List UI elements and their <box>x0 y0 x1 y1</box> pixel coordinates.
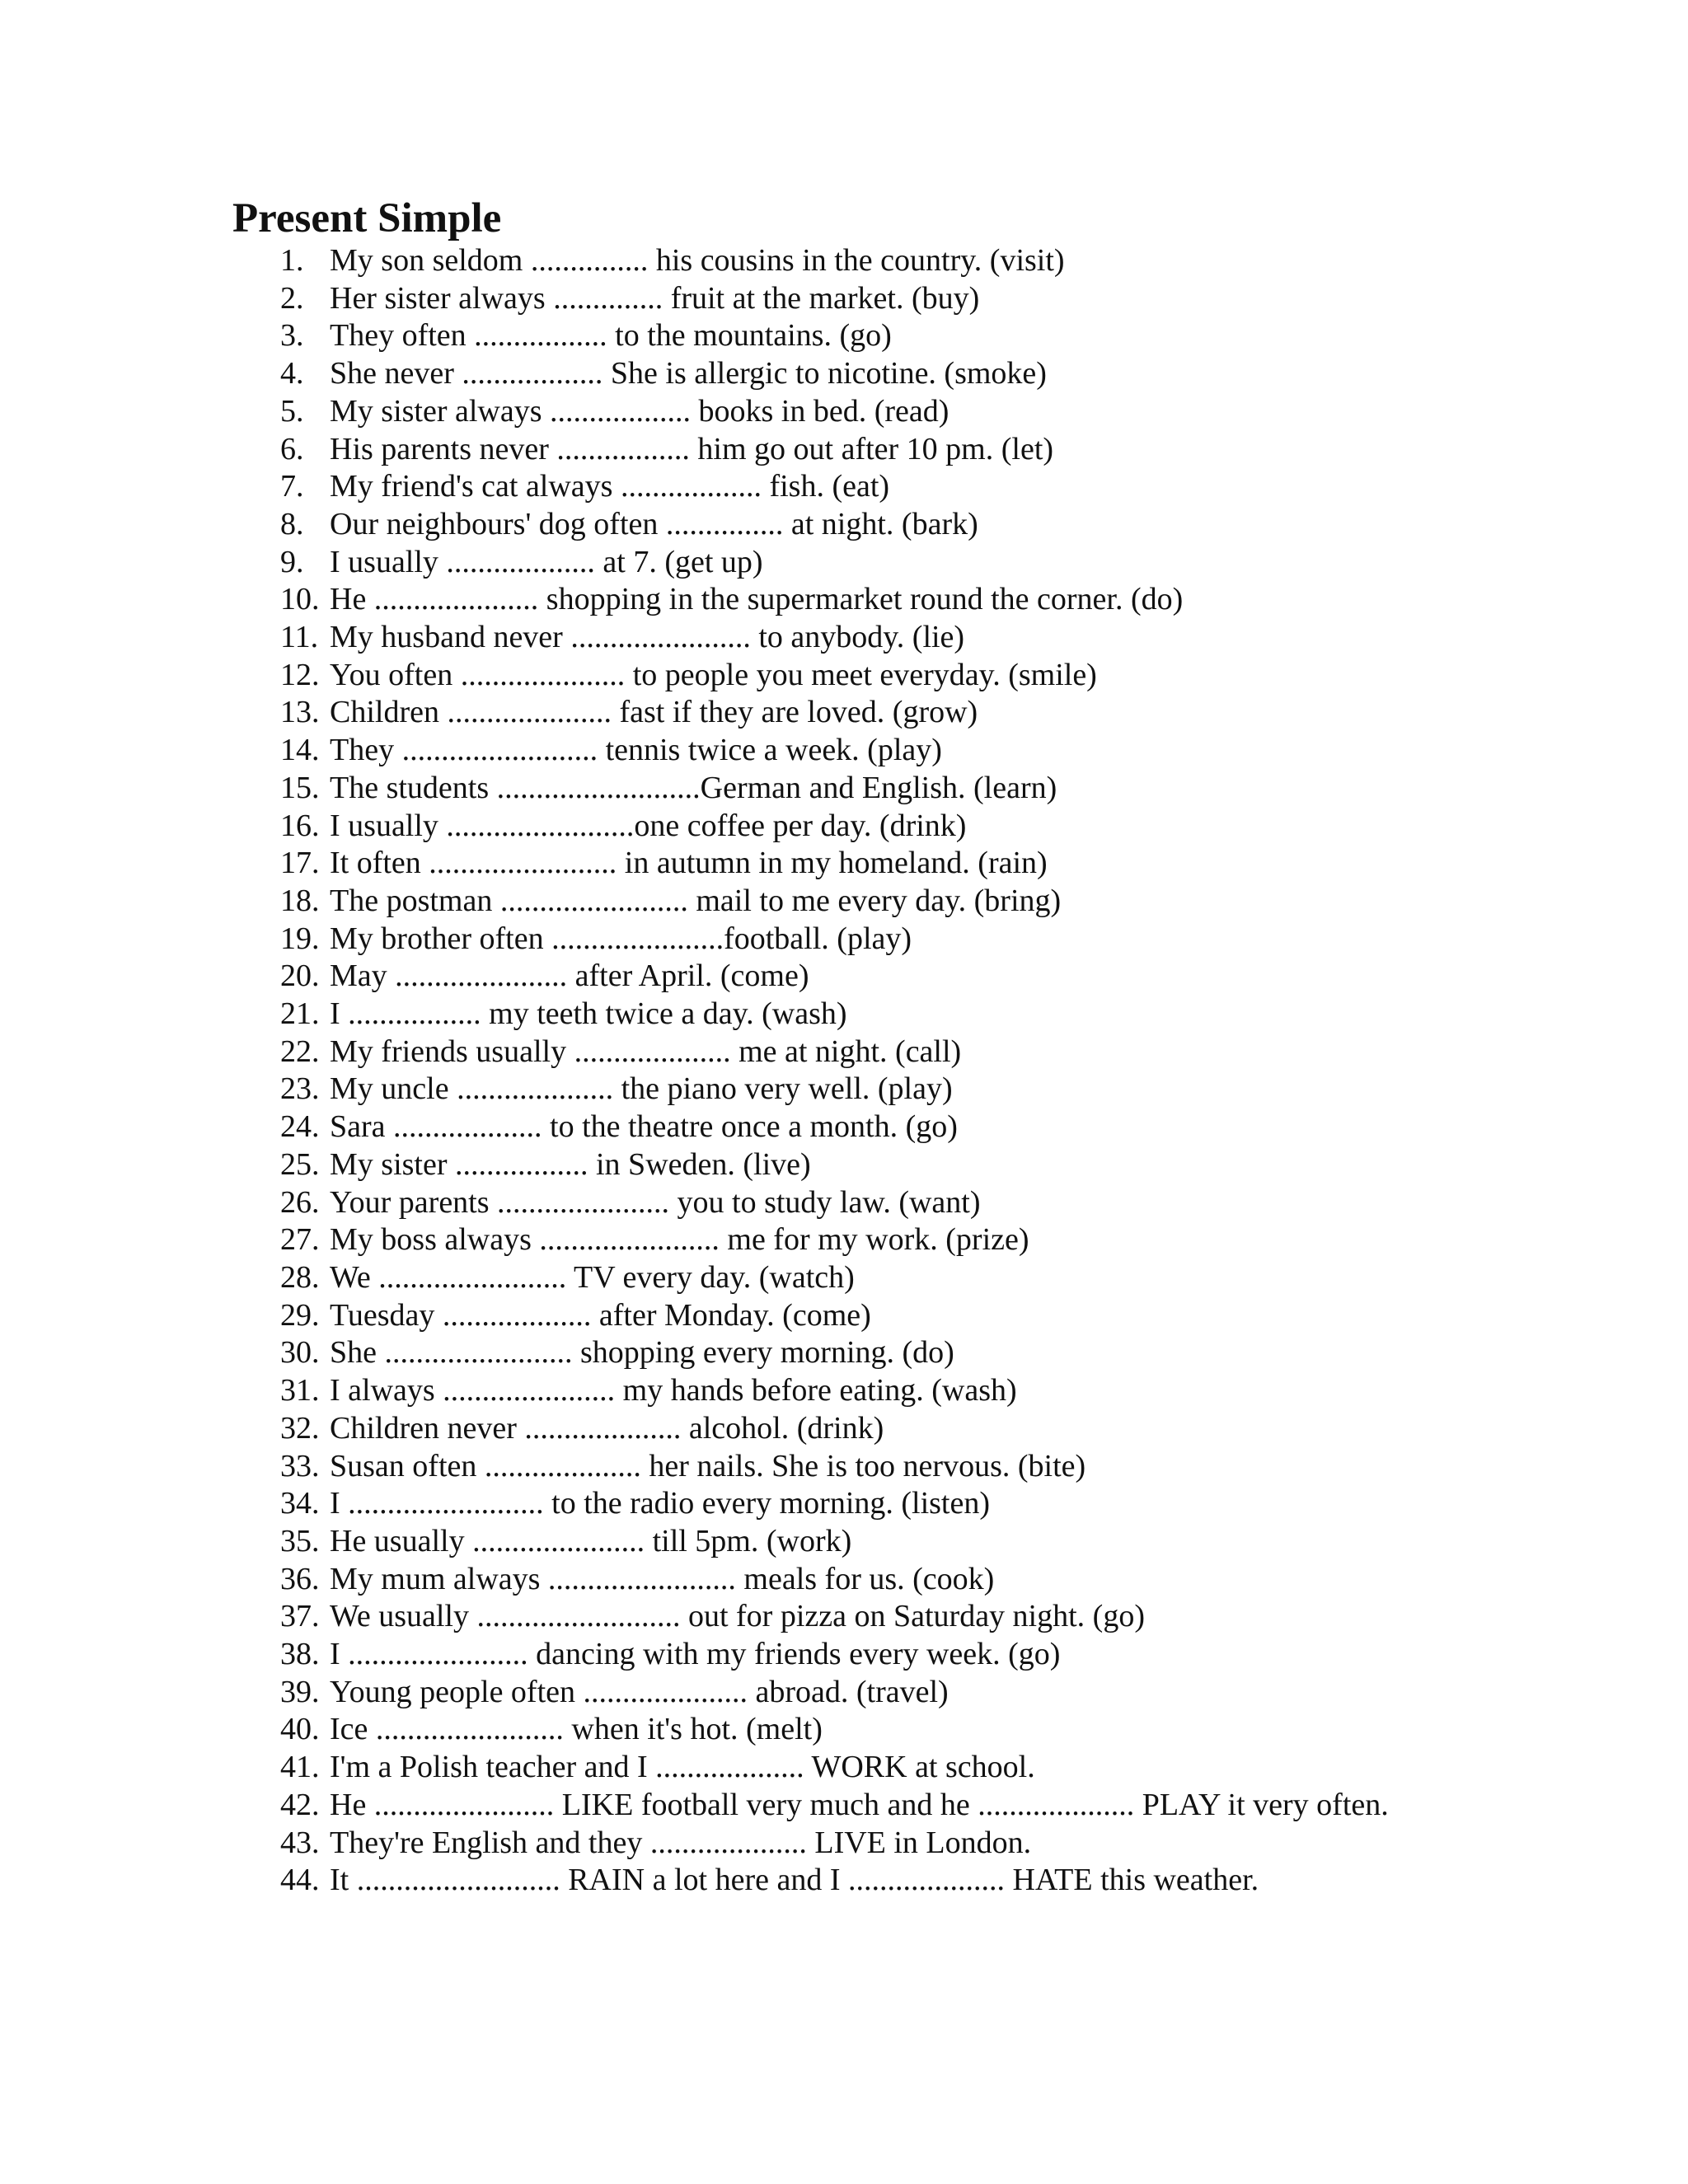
exercise-number: 39. <box>280 1674 320 1709</box>
page-title: Present Simple <box>232 195 502 241</box>
exercise-number: 10. <box>280 582 320 617</box>
exercise-item <box>280 1749 1451 1787</box>
exercise-item <box>280 1221 1451 1259</box>
exercise-item <box>280 1485 1451 1523</box>
exercise-number: 30. <box>280 1335 320 1371</box>
exercise-item <box>280 657 1451 695</box>
exercise-item <box>280 1448 1451 1486</box>
exercise-item <box>280 1862 1451 1900</box>
exercise-number: 37. <box>280 1599 320 1634</box>
exercise-item <box>280 1334 1451 1372</box>
exercise-number: 28. <box>280 1259 320 1295</box>
exercise-item <box>280 280 1451 318</box>
exercise-sentence: I usually ................... at 7. (get up) <box>330 544 763 579</box>
exercise-sentence: Your parents ...................... you to study law. (want) <box>330 1184 981 1220</box>
exercise-item <box>280 1825 1451 1863</box>
exercise-number: 36. <box>280 1561 320 1596</box>
exercise-number: 15. <box>280 770 320 805</box>
exercise-item <box>280 1523 1451 1561</box>
exercise-sentence: The postman ........................ mail to me every day. (bring) <box>330 883 1062 918</box>
exercise-number: 2. <box>280 280 304 316</box>
exercise-number: 41. <box>280 1750 320 1785</box>
exercise-sentence: My friends usually .................... me at night. (call) <box>330 1033 962 1069</box>
exercise-number: 27. <box>280 1222 320 1258</box>
exercise-number: 32. <box>280 1410 320 1446</box>
exercise-sentence: Tuesday ................... after Monday. (come) <box>330 1297 871 1333</box>
exercise-sentence: Children ..................... fast if they are loved. (grow) <box>330 695 978 730</box>
exercise-item <box>280 1598 1451 1636</box>
exercise-number: 26. <box>280 1184 320 1220</box>
exercise-sentence: They often ................. to the mountains. (go) <box>330 318 892 354</box>
exercise-number: 20. <box>280 958 320 994</box>
exercise-number: 18. <box>280 883 320 918</box>
exercise-sentence: They ......................... tennis twice a week. (play) <box>330 733 942 768</box>
exercise-sentence: His parents never ................. him go out after 10 pm. (let) <box>330 431 1054 466</box>
exercise-sentence: May ...................... after April. (come) <box>330 958 809 994</box>
exercise-sentence: We ........................ TV every day. (watch) <box>330 1259 855 1295</box>
exercise-item <box>280 544 1451 582</box>
exercise-sentence: I ................. my teeth twice a day. (wash) <box>330 996 847 1032</box>
exercise-sentence: Our neighbours' dog often ............... at night. (bark) <box>330 506 978 541</box>
exercise-sentence: I ......................... to the radio every morning. (listen) <box>330 1486 991 1521</box>
exercise-sentence: My mum always ........................ meals for us. (cook) <box>330 1561 995 1596</box>
exercise-number: 24. <box>280 1109 320 1145</box>
exercise-item <box>280 1297 1451 1335</box>
exercise-item <box>280 808 1451 846</box>
exercise-number: 31. <box>280 1373 320 1408</box>
exercise-sentence: Sara ................... to the theatre once a month. (go) <box>330 1109 958 1145</box>
exercise-number: 29. <box>280 1297 320 1333</box>
exercise-item <box>280 921 1451 958</box>
exercise-sentence: I'm a Polish teacher and I ................... WORK at school. <box>330 1750 1035 1785</box>
exercise-sentence: Children never .................... alcohol. (drink) <box>330 1410 884 1446</box>
exercise-number: 19. <box>280 921 320 956</box>
exercise-item <box>280 355 1451 393</box>
exercise-number: 34. <box>280 1486 320 1521</box>
exercise-number: 7. <box>280 469 304 504</box>
exercise-item <box>280 1259 1451 1297</box>
exercise-number: 13. <box>280 695 320 730</box>
exercise-sentence: She ........................ shopping every morning. (do) <box>330 1335 954 1371</box>
exercise-number: 4. <box>280 356 304 391</box>
exercise-number: 22. <box>280 1033 320 1069</box>
exercise-number: 5. <box>280 393 304 429</box>
exercise-item <box>280 506 1451 544</box>
exercise-sentence: I always ...................... my hands before eating. (wash) <box>330 1373 1017 1408</box>
exercise-sentence: He usually ...................... till 5pm. (work) <box>330 1523 852 1558</box>
exercise-sentence: My sister always .................. books in bed. (read) <box>330 393 950 429</box>
exercise-number: 9. <box>280 544 304 579</box>
exercise-item <box>280 317 1451 355</box>
exercise-item <box>280 1184 1451 1222</box>
exercise-item <box>280 431 1451 469</box>
exercise-sentence: My husband never ....................... to anybody. (lie) <box>330 620 965 655</box>
exercise-number: 38. <box>280 1637 320 1672</box>
exercise-item <box>280 1787 1451 1825</box>
exercise-sentence: She never .................. She is allergic to nicotine. (smoke) <box>330 356 1047 391</box>
exercise-item <box>280 1146 1451 1184</box>
exercise-sentence: I usually ........................one coffee per day. (drink) <box>330 808 967 843</box>
exercise-sentence: The students ..........................German and English. (learn) <box>330 770 1057 805</box>
exercise-item <box>280 958 1451 996</box>
exercise-sentence: He ..................... shopping in the supermarket round the corner. (do) <box>330 582 1184 617</box>
exercise-item <box>280 619 1451 657</box>
exercise-number: 11. <box>280 620 319 655</box>
exercise-item <box>280 1636 1451 1674</box>
exercise-number: 33. <box>280 1448 320 1483</box>
exercise-number: 44. <box>280 1863 320 1898</box>
exercise-number: 6. <box>280 431 304 466</box>
exercise-sentence: He ....................... LIKE football very much and he .................... PLAY it very often. <box>330 1787 1389 1822</box>
exercise-number: 12. <box>280 657 320 692</box>
exercise-number: 1. <box>280 243 304 278</box>
exercise-item <box>280 845 1451 883</box>
exercise-sentence: My son seldom ............... his cousins in the country. (visit) <box>330 243 1065 278</box>
exercise-number: 16. <box>280 808 320 843</box>
exercise-sentence: Susan often .................... her nails. She is too nervous. (bite) <box>330 1448 1086 1483</box>
exercise-number: 21. <box>280 996 320 1032</box>
exercise-number: 8. <box>280 506 304 541</box>
exercise-item <box>280 581 1451 619</box>
exercise-sentence: You often ..................... to people you meet everyday. (smile) <box>330 657 1097 692</box>
exercise-sentence: Ice ........................ when it's hot. (melt) <box>330 1712 823 1747</box>
exercise-number: 43. <box>280 1825 320 1860</box>
exercise-number: 35. <box>280 1523 320 1558</box>
exercise-sentence: My friend's cat always .................. fish. (eat) <box>330 469 890 504</box>
exercise-sentence: I ....................... dancing with my friends every week. (go) <box>330 1637 1061 1672</box>
exercise-sentence: Her sister always .............. fruit at the market. (buy) <box>330 280 980 316</box>
exercise-sentence: My uncle .................... the piano very well. (play) <box>330 1071 953 1107</box>
exercise-number: 17. <box>280 846 320 881</box>
exercise-sentence: They're English and they .................... LIVE in London. <box>330 1825 1032 1860</box>
exercise-sentence: It often ........................ in autumn in my homeland. (rain) <box>330 846 1048 881</box>
exercise-item <box>280 1711 1451 1749</box>
exercise-sentence: Young people often ..................... abroad. (travel) <box>330 1674 949 1709</box>
exercise-item <box>280 242 1451 280</box>
exercise-number: 40. <box>280 1712 320 1747</box>
exercise-item <box>280 883 1451 921</box>
exercise-number: 25. <box>280 1146 320 1182</box>
exercise-number: 3. <box>280 318 304 354</box>
exercise-sentence: My brother often ......................football. (play) <box>330 921 912 956</box>
exercise-sentence: My sister ................. in Sweden. (live) <box>330 1146 811 1182</box>
exercise-item <box>280 1108 1451 1146</box>
exercise-item <box>280 1033 1451 1071</box>
exercise-item <box>280 393 1451 431</box>
exercise-number: 23. <box>280 1071 320 1107</box>
exercise-item <box>280 1561 1451 1599</box>
exercise-item <box>280 770 1451 808</box>
exercise-sentence: It .......................... RAIN a lot here and I .................... HATE this weather. <box>330 1863 1259 1898</box>
exercise-sentence: We usually .......................... out for pizza on Saturday night. (go) <box>330 1599 1145 1634</box>
exercise-item <box>280 1071 1451 1108</box>
exercise-item <box>280 1410 1451 1448</box>
exercise-item <box>280 468 1451 506</box>
exercise-sentence: My boss always ....................... me for my work. (prize) <box>330 1222 1029 1258</box>
exercise-list <box>280 242 1451 1900</box>
exercise-number: 14. <box>280 733 320 768</box>
exercise-number: 42. <box>280 1787 320 1822</box>
exercise-item <box>280 1372 1451 1410</box>
exercise-item <box>280 1674 1451 1712</box>
exercise-item <box>280 694 1451 732</box>
exercise-item <box>280 996 1451 1033</box>
exercise-item <box>280 732 1451 770</box>
